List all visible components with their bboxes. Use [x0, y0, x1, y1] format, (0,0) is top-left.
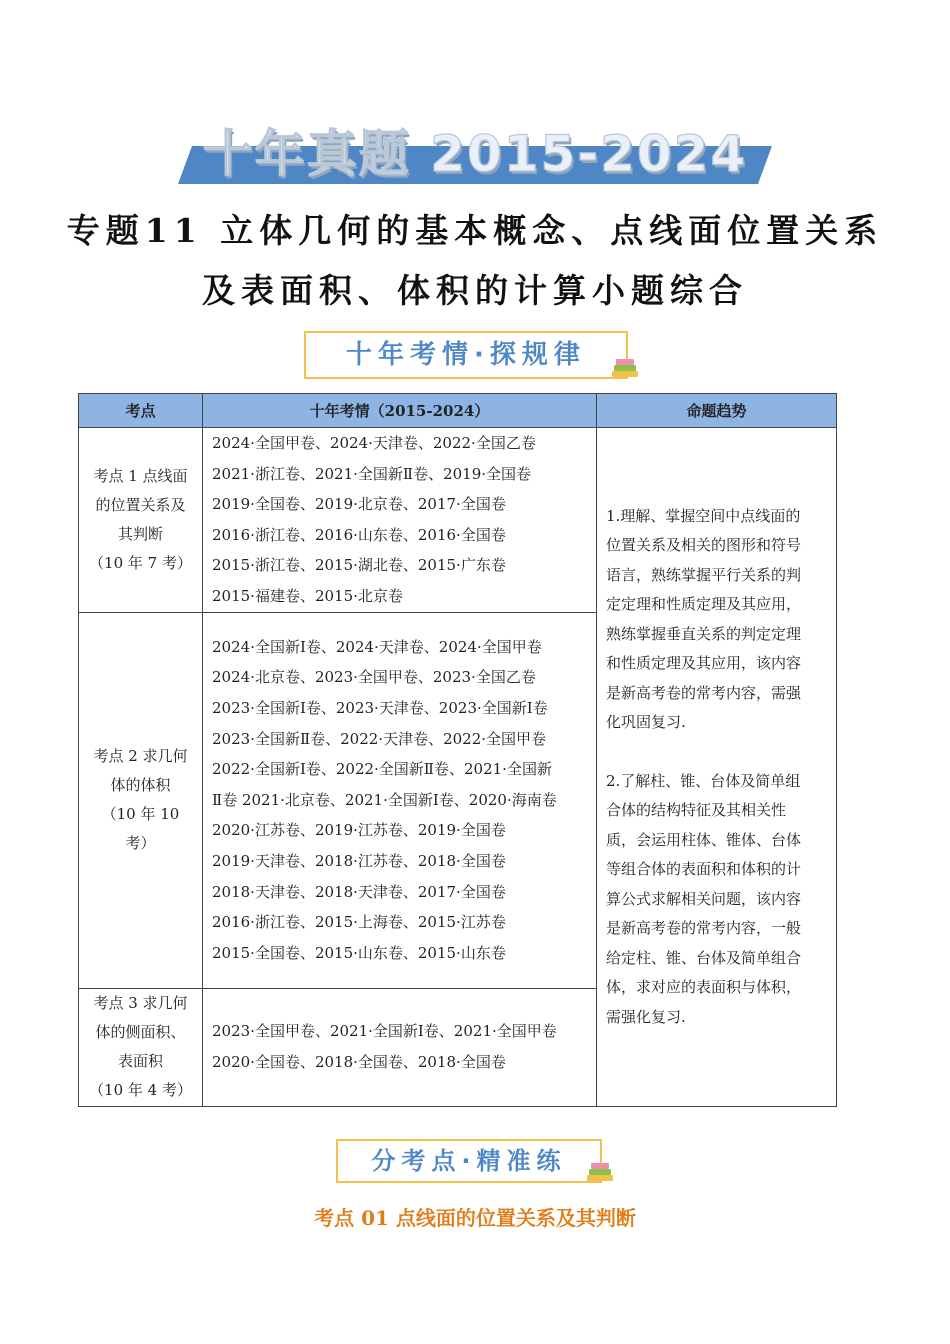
trend-line: 合体的结构特征及其相关性 — [606, 801, 787, 820]
point-line: 表面积 — [117, 1052, 163, 1071]
point-cell — [79, 612, 203, 988]
page-title-line2: 及表面积、体积的计算小题综合 — [202, 271, 748, 310]
point-cell — [79, 428, 203, 613]
exam-trend-table — [78, 393, 837, 1107]
title-banner — [178, 110, 772, 184]
trend-line: 1.理解、掌握空间中点线面的 — [606, 506, 801, 525]
point-line: 考点 1 点线面 — [93, 466, 188, 485]
page-title-line1: 专题11 立体几何的基本概念、点线面位置关系 — [66, 211, 884, 250]
trend-line: 给定柱、锥、台体及简单组合 — [606, 948, 802, 967]
paper-line: 2015·福建卷、2015·北京卷 — [212, 586, 403, 605]
paper-line: 2021·浙江卷、2021·全国新Ⅱ卷、2019·全国卷 — [212, 464, 532, 483]
paper-line: 2019·全国卷、2019·北京卷、2017·全国卷 — [212, 495, 506, 514]
books-icon — [610, 356, 640, 380]
trend-cell — [597, 428, 837, 1107]
point-line: 其判断 — [117, 524, 163, 543]
point-line: 考） — [125, 834, 156, 853]
table-row — [79, 428, 837, 613]
paper-line: 2020·江苏卷、2019·江苏卷、2019·全国卷 — [212, 821, 506, 840]
header-history: 十年考情（2015-2024） — [203, 394, 597, 428]
paper-line: 2024·全国新Ⅰ卷、2024·天津卷、2024·全国甲卷 — [212, 637, 542, 656]
paper-line: 2023·全国甲卷、2021·全国新Ⅰ卷、2021·全国甲卷 — [212, 1022, 557, 1041]
point-line: 考点 3 求几何 — [93, 994, 188, 1013]
paper-line: 2019·天津卷、2018·江苏卷、2018·全国卷 — [212, 851, 506, 870]
paper-line: 2020·全国卷、2018·全国卷、2018·全国卷 — [212, 1053, 506, 1072]
banner-text: 十年真题 2015-2024 — [202, 125, 748, 183]
section-label-practice: 分考点·精准练 — [336, 1139, 602, 1183]
header-trend: 命题趋势 — [597, 394, 837, 428]
trend-line: 质，会运用柱体、锥体、台体 — [606, 830, 802, 849]
trend-line: 化巩固复习. — [606, 713, 686, 732]
trend-line: 2.了解柱、锥、台体及简单组 — [606, 771, 801, 790]
point-line: （10 年 4 考） — [89, 1081, 192, 1100]
papers-cell — [203, 612, 597, 988]
trend-line: 位置关系及相关的图形和符号 — [606, 536, 802, 555]
trend-line: 定定理和性质定理及其应用， — [606, 595, 802, 614]
trend-line: 和性质定理及其应用，该内容 — [606, 654, 802, 673]
trend-paragraph-2 — [606, 767, 828, 1033]
point-line: 的位置关系及 — [95, 495, 186, 514]
paper-line: 2023·全国新Ⅱ卷、2022·天津卷、2022·全国甲卷 — [212, 729, 547, 748]
header-point: 考点 — [79, 394, 203, 428]
point-cell — [79, 988, 203, 1106]
paper-line: 2018·天津卷、2018·天津卷、2017·全国卷 — [212, 882, 506, 901]
section-subheading: 考点 01 点线面的位置关系及其判断 — [314, 1206, 636, 1230]
paper-line: 2024·北京卷、2023·全国甲卷、2023·全国乙卷 — [212, 668, 536, 687]
trend-line: 算公式求解相关问题，该内容 — [606, 889, 802, 908]
paper-line: 2016·浙江卷、2016·山东卷、2016·全国卷 — [212, 525, 506, 544]
trend-line: 语言，熟练掌握平行关系的判 — [606, 565, 802, 584]
point-line: （10 年 10 — [101, 805, 180, 824]
books-icon — [585, 1160, 615, 1184]
paper-line: 2016·浙江卷、2015·上海卷、2015·江苏卷 — [212, 913, 506, 932]
paper-line: 2023·全国新Ⅰ卷、2023·天津卷、2023·全国新Ⅰ卷 — [212, 698, 548, 717]
point-line: 体的侧面积、 — [95, 1023, 186, 1042]
paper-line: 2015·浙江卷、2015·湖北卷、2015·广东卷 — [212, 556, 506, 575]
point-line: （10 年 7 考） — [89, 553, 192, 572]
trend-line: 熟练掌握垂直关系的判定定理 — [606, 624, 802, 643]
paper-line: 2015·全国卷、2015·山东卷、2015·山东卷 — [212, 943, 506, 962]
trend-line: 是新高考卷的常考内容，需强 — [606, 683, 802, 702]
papers-cell — [203, 428, 597, 613]
papers-cell — [203, 988, 597, 1106]
point-line: 体的体积 — [110, 776, 171, 795]
trend-line: 等组合体的表面积和体积的计 — [606, 860, 802, 879]
trend-line: 需强化复习. — [606, 1007, 686, 1026]
section-label-trends: 十年考情·探规律 — [304, 331, 628, 379]
trend-line: 是新高考卷的常考内容，一般 — [606, 919, 802, 938]
paper-line: 2022·全国新Ⅰ卷、2022·全国新Ⅱ卷、2021·全国新 — [212, 760, 552, 779]
table-header-row — [79, 394, 837, 428]
trend-paragraph-1 — [606, 502, 828, 738]
paper-line: 2024·全国甲卷、2024·天津卷、2022·全国乙卷 — [212, 434, 536, 452]
trend-line: 体，求对应的表面积与体积， — [606, 978, 802, 997]
point-line: 考点 2 求几何 — [93, 747, 188, 766]
paper-line: Ⅱ卷 2021·北京卷、2021·全国新Ⅰ卷、2020·海南卷 — [212, 790, 557, 809]
paragraph-gap — [606, 738, 828, 767]
